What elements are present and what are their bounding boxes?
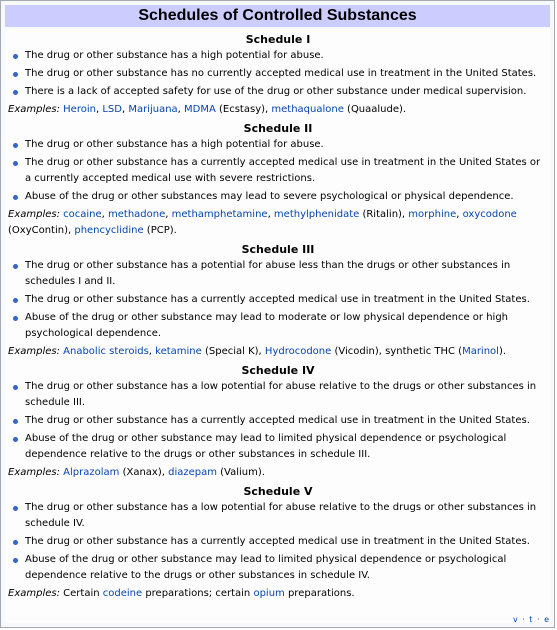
substance-link[interactable]: LSD [102,104,122,115]
schedule-title: Schedule I [245,33,311,46]
examples-text: , [95,104,103,115]
examples-label: Examples: [8,346,60,357]
examples-label: Examples: [8,209,60,220]
examples-text: preparations; certain [142,588,254,599]
schedules-content [5,29,550,602]
criteria-text: The drug or other substance has no currently accepted medical use in treatment in the United States. [25,68,537,79]
criteria-item [8,189,548,205]
bullet-icon [13,143,18,148]
examples-line [8,465,548,481]
examples-text: (PCP). [143,225,177,236]
bullet-icon [13,506,18,511]
substance-link[interactable]: ketamine [155,346,202,357]
bullet-icon [13,72,18,77]
substance-link[interactable]: Marijuana [128,104,178,115]
substance-link[interactable]: Hydrocodone [264,346,332,357]
examples-line [8,207,548,239]
substance-link[interactable]: methaqualone [271,104,344,115]
criteria-text: The drug or other substance has a currently accepted medical use in treatment in the United States. [25,294,530,305]
examples-text: ). [498,346,507,357]
criteria-item [8,431,548,463]
schedule-title: Schedule III [241,243,315,256]
schedule-section [8,362,548,481]
criteria-text: The drug or other substance has a high potential for abuse. [25,139,324,150]
examples-line [8,344,548,360]
examples-text: (Valium). [216,467,265,478]
criteria-item [8,48,548,64]
substance-link[interactable]: diazepam [168,467,217,478]
bullet-icon [13,419,18,424]
examples-line [8,586,548,602]
examples-text: (Vicodin), synthetic THC ( [331,346,463,357]
examples-text: (Quaalude). [343,104,407,115]
examples-label: Examples: [8,104,60,115]
navbox-title: Schedules of Controlled Substances [5,5,550,27]
criteria-item [8,413,548,429]
schedule-title: Schedule II [243,122,313,135]
criteria-item [8,534,548,550]
examples-label: Examples: [8,467,60,478]
criteria-list [8,48,548,100]
criteria-text: The drug or other substance has a high potential for abuse. [25,50,324,61]
substance-link[interactable]: opium [253,588,285,599]
examples-text: Certain [63,588,103,599]
criteria-item [8,66,548,82]
schedule-section [8,483,548,602]
criteria-item [8,379,548,411]
criteria-text: There is a lack of accepted safety for use of the drug or other substance under medical supervision. [25,86,527,97]
criteria-text: Abuse of the drug or other substances may lead to severe psychological or physical dependence. [25,191,514,202]
substance-link[interactable]: codeine [102,588,143,599]
criteria-list [8,137,548,205]
criteria-list [8,500,548,584]
bullet-icon [13,90,18,95]
bullet-icon [13,54,18,59]
criteria-item [8,310,548,342]
substance-link[interactable]: Heroin [63,104,96,115]
criteria-text: The drug or other substance has a currently accepted medical use in treatment in the United States. [25,415,530,426]
examples-text: (Ecstasy), [215,104,272,115]
examples-line [8,102,548,118]
substance-link[interactable]: cocaine [63,209,102,220]
substance-link[interactable]: methylphenidate [273,209,360,220]
bullet-icon [13,264,18,269]
substance-link[interactable]: Alprazolam [63,467,120,478]
criteria-text: The drug or other substance has a potential for abuse less than the drugs or other substances in schedules I and II. [25,260,511,287]
examples-text: , [267,209,274,220]
criteria-text: The drug or other substance has a currently accepted medical use in treatment in the United States or a currently accepted medical use with severe restrictions. [25,157,541,184]
bullet-icon [13,316,18,321]
examples-text: , [148,346,156,357]
substance-link[interactable]: morphine [408,209,457,220]
substance-link[interactable]: Anabolic steroids [63,346,149,357]
substance-link[interactable]: MDMA [184,104,216,115]
substance-link[interactable]: oxycodone [462,209,517,220]
bullet-icon [13,540,18,545]
criteria-list [8,379,548,463]
schedule-section [8,120,548,239]
criteria-list [8,258,548,342]
criteria-text: Abuse of the drug or other substance may lead to moderate or low physical dependence or high psychological dependence. [25,312,509,339]
examples-text: (Ritalin), [359,209,409,220]
bullet-icon [13,161,18,166]
substance-link[interactable]: methamphetamine [171,209,268,220]
examples-text: , [456,209,463,220]
bullet-icon [13,385,18,390]
bullet-icon [13,195,18,200]
substance-link[interactable]: Marinol [462,346,499,357]
examples-text: (OxyContin), [8,225,75,236]
substance-link[interactable]: phencyclidine [74,225,144,236]
criteria-text: Abuse of the drug or other substance may lead to limited physical dependence or psychological dependence relative to the drugs or other substances in schedule III. [25,433,507,460]
schedule-title: Schedule V [243,485,313,498]
vte-links[interactable]: v · t · e [512,615,550,624]
navbox-body [5,29,550,623]
examples-label: Examples: [8,588,60,599]
criteria-text: Abuse of the drug or other substance may lead to limited physical dependence or psychological dependence relative to the drugs or other substances in schedule IV. [25,554,507,581]
criteria-item [8,552,548,584]
schedule-section [8,241,548,360]
criteria-item [8,155,548,187]
examples-text: , [177,104,185,115]
examples-text: , [101,209,109,220]
examples-text: , [165,209,172,220]
bullet-icon [13,437,18,442]
criteria-item [8,84,548,100]
criteria-text: The drug or other substance has a low potential for abuse relative to the drugs or other substances in schedule IV. [25,502,537,529]
criteria-item [8,137,548,153]
substance-link[interactable]: methadone [108,209,166,220]
criteria-item [8,292,548,308]
examples-text: , [121,104,129,115]
bullet-icon [13,298,18,303]
bullet-icon [13,558,18,563]
examples-text: (Xanax), [119,467,169,478]
criteria-item [8,500,548,532]
examples-text: (Special K), [201,346,265,357]
examples-text: preparations. [284,588,355,599]
schedule-title: Schedule IV [241,364,315,377]
criteria-text: The drug or other substance has a currently accepted medical use in treatment in the United States. [25,536,530,547]
criteria-text: The drug or other substance has a low potential for abuse relative to the drugs or other substances in schedule III. [25,381,537,408]
schedule-section [8,31,548,118]
criteria-item [8,258,548,290]
